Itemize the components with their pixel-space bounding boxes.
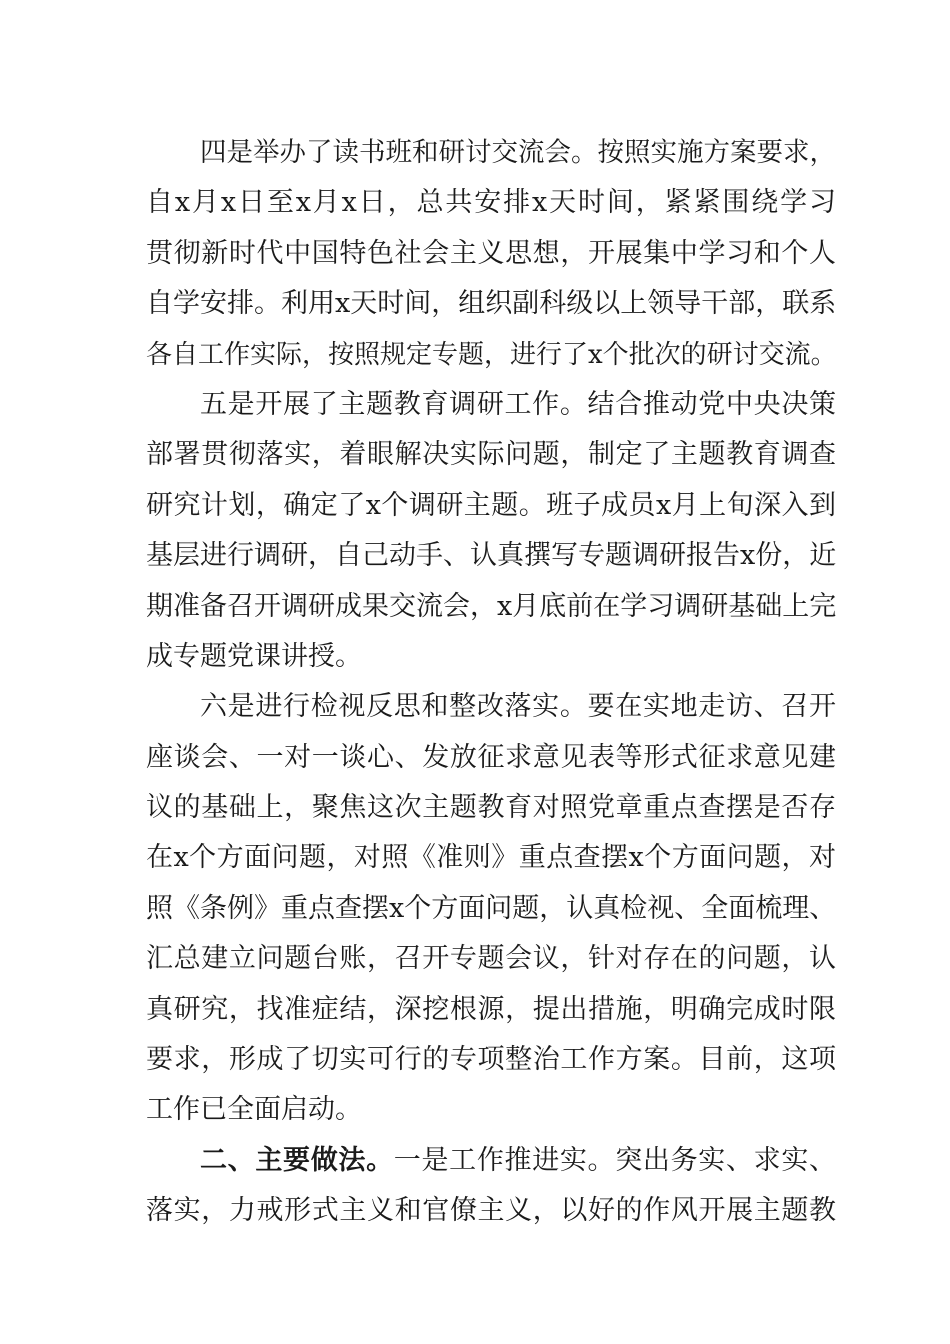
text-line: 期准备召开调研成果交流会，x月底前在学习调研基础上完 (146, 590, 837, 622)
section-2-main-practices (146, 1136, 836, 1237)
section-heading: 二、主要做法。 (200, 1144, 394, 1176)
text-line: 成专题党课讲授。 (146, 640, 362, 672)
text-line: 汇总建立问题台账，召开专题会议，针对存在的问题，认 (146, 943, 836, 975)
section-first-line (146, 1136, 836, 1186)
document-body (146, 128, 836, 1237)
text-segment: 一是工作推进实。突出务实、求实、 (393, 1144, 837, 1176)
paragraph-5-research (146, 380, 836, 682)
text-line: 在x个方面问题，对照《准则》重点查摆x个方面问题，对 (146, 842, 836, 874)
text-line: 四是举办了读书班和研讨交流会。按照实施方案要求， (200, 137, 836, 168)
text-line: 真研究，找准症结，深挖根源，提出措施，明确完成时限 (146, 993, 836, 1025)
text-line: 座谈会、一对一谈心、发放征求意见表等形式征求意见建 (146, 741, 836, 773)
text-line: 议的基础上，聚焦这次主题教育对照党章重点查摆是否存 (146, 792, 836, 824)
text-line: 要求，形成了切实可行的专项整治工作方案。目前，这项 (146, 1044, 836, 1076)
paragraph-4-seminar (146, 128, 836, 380)
text-line: 研究计划，确定了x个调研主题。班子成员x月上旬深入到 (146, 489, 836, 521)
text-line: 贯彻新时代中国特色社会主义思想，开展集中学习和个人 (146, 237, 836, 269)
text-line: 自x月x日至x月x日，总共安排x天时间，紧紧围绕学习 (146, 187, 836, 219)
text-line: 自学安排。利用x天时间，组织副科级以上领导干部，联系 (146, 288, 837, 320)
text-line: 六是进行检视反思和整改落实。要在实地走访、召开 (200, 691, 836, 723)
text-line: 照《条例》重点查摆x个方面问题，认真检视、全面梳理、 (146, 892, 837, 924)
text-line: 五是开展了主题教育调研工作。结合推动党中央决策 (200, 388, 836, 420)
text-line: 落实，力戒形式主义和官僚主义，以好的作风开展主题教 (146, 1195, 836, 1227)
text-line: 各自工作实际，按照规定专题，进行了x个批次的研讨交流。 (146, 339, 837, 370)
text-line: 工作已全面启动。 (146, 1094, 362, 1126)
text-line: 部署贯彻落实，着眼解决实际问题，制定了主题教育调查 (146, 439, 836, 471)
paragraph-6-rectification (146, 682, 836, 1136)
text-line: 基层进行调研，自己动手、认真撰写专题调研报告x份，近 (146, 540, 837, 572)
